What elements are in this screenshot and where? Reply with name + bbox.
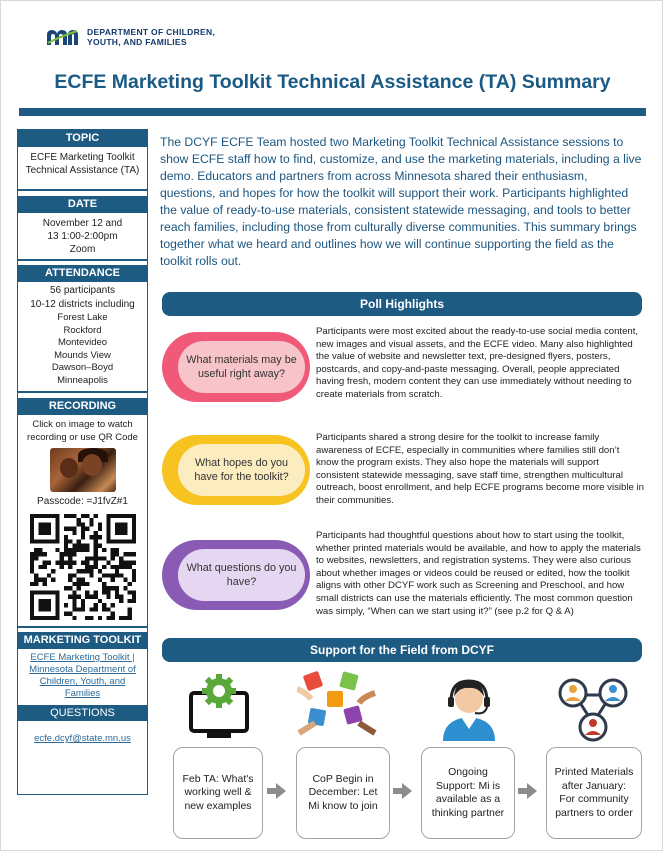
topic-heading: TOPIC: [18, 130, 147, 147]
step-printed-materials: Printed Materials after January: For community partners to order: [546, 747, 642, 839]
poll-answer-text: Participants had thoughtful questions about how to start using the toolkit, whether printed materials would be available, and how to apply the materials to websites, newsletters, and registration systems. They were also curious about whether images or videos could be reused or edited, how the toolkit aligns with other DCYF work such as Screening and Preschool, and how small districts can use the materials efficiently. The most common question was simply, “When can we start using it?” (see p.2 for Q & A): [316, 530, 641, 617]
city-item: Montevideo: [57, 337, 108, 348]
support-heading: Support for the Field from DCYF: [162, 638, 642, 662]
monitor-gear-icon: [185, 671, 265, 741]
headset-agent-icon: [429, 671, 509, 741]
org-name-line2: YOUTH, AND FAMILIES: [87, 37, 187, 47]
poll-question-pill: [162, 540, 310, 610]
sidebar-divider: [18, 626, 147, 628]
toolkit-link[interactable]: ECFE Marketing Toolkit | Minnesota Department of Children, Youth, and Families: [29, 652, 136, 699]
org-name-line1: DEPARTMENT OF CHILDREN,: [87, 27, 216, 37]
city-item: Rockford: [63, 324, 102, 336]
questions-heading: QUESTIONS: [18, 705, 147, 721]
city-item: Dawson–Boyd: [51, 362, 114, 373]
sidebar-divider: [18, 391, 147, 393]
info-sidebar: [17, 129, 148, 795]
city-item: Minneapolis: [57, 374, 108, 386]
flow-arrow-head: [527, 783, 537, 799]
date-text: [18, 213, 147, 259]
title-divider: [19, 108, 646, 116]
flow-arrow-head: [276, 783, 286, 799]
intro-paragraph: The DCYF ECFE Team hosted two Marketing Toolkit Technical Assistance sessions to show ECFE staff how to find, customize, and use the marketing materials, including a live demo. Educators and partners from across Minnesota shared their enthusiasm, questions, and hopes for how the toolkit will support their work. Participants highlighted the value of ready-to-use materials, consistent statewide messaging, and tools to better reach families, including those from culturally diverse communities. This summary brings together what we heard and outlines how we will continue supporting the field as the toolkit rolls out.: [160, 135, 642, 268]
attendance-count: 56 participants: [49, 285, 116, 296]
dcyf-logo: [45, 27, 215, 47]
city-item: Forest Lake: [57, 312, 108, 323]
flow-arrow-head: [402, 783, 412, 799]
date-heading: DATE: [18, 196, 147, 213]
date-line: November 12 and: [42, 218, 123, 229]
attendance-city-list: [18, 311, 147, 391]
poll-question-label: What materials may be useful right away?: [178, 341, 305, 393]
mn-logo-icon: [45, 27, 79, 47]
step-cop: CoP Begin in December: Let Mi know to join: [296, 747, 390, 839]
sidebar-divider: [18, 189, 147, 191]
attendance-districts: 10-12 districts including: [30, 299, 135, 310]
poll-question-pill: [162, 332, 310, 402]
poll-question-label: What hopes do you have for the toolkit?: [178, 444, 305, 496]
recording-heading: RECORDING: [18, 398, 147, 415]
poll-question-label: What questions do you have?: [178, 549, 305, 601]
contact-email-link[interactable]: ecfe.dcyf@state.mn.us: [34, 733, 131, 744]
page-title: ECFE Marketing Toolkit Technical Assistance (TA) Summary: [54, 71, 611, 93]
step-feb-ta: Feb TA: What's working well & new examples: [173, 747, 263, 839]
community-network-icon: [553, 675, 633, 745]
qr-code-icon[interactable]: [30, 514, 136, 620]
poll-question-pill: [162, 435, 310, 505]
poll-answer-text: Participants were most excited about the ready-to-use social media content, new images and visual assets, and the ECFE video. Many also highlighted the value of website and newsletter text, pre-designed flyers, posters, postcards, and copy-and-paste messaging. Overall, people appreciated having fresh, modern content they can use immediately without needing to create materials from scratch.: [316, 326, 639, 400]
sidebar-divider: [18, 259, 147, 261]
poll-answer-text: Participants shared a strong desire for the toolkit to increase family awareness of ECFE, especially in communities where families still don’t know the program exists. They also hope the materials will support consistent statewide messaging, save staff time, strengthen multicultural outreach, boost enrollment, and help ECFE programs become more visible in their communities.: [316, 432, 644, 506]
poll-highlights-heading: Poll Highlights: [162, 292, 642, 316]
step-ongoing-support: Ongoing Support: Mi is available as a thinking partner: [421, 747, 515, 839]
topic-text: ECFE Marketing Toolkit Technical Assistance (TA): [25, 152, 140, 176]
marketing-toolkit-heading: MARKETING TOOLKIT: [18, 632, 147, 649]
recording-passcode: Passcode: =J1fvZ#1: [37, 496, 128, 507]
city-item: Mounds View: [54, 349, 111, 361]
puzzle-hands-icon: [297, 669, 377, 739]
recording-thumbnail[interactable]: [50, 448, 116, 492]
recording-instructions: Click on image to watch recording or use QR Code: [27, 419, 138, 443]
date-time-line: 13 1:00-2:00pm: [47, 231, 118, 242]
date-location: Zoom: [69, 244, 96, 255]
attendance-heading: ATTENDANCE: [18, 265, 147, 282]
